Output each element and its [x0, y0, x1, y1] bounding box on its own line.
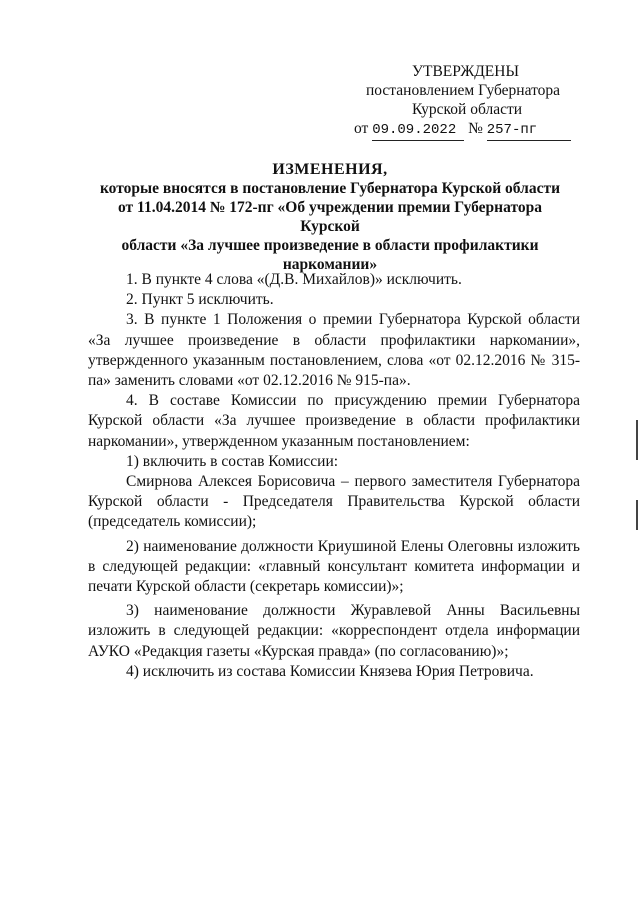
- title-line-4: наркомании»: [282, 256, 378, 273]
- title-line-3: области «За лучшее произведение в области профилактики: [121, 237, 539, 254]
- approval-number: 257-пг: [487, 121, 571, 141]
- scan-edge-mark: [636, 420, 638, 460]
- number-label: №: [468, 120, 483, 137]
- item-4-1-text: Смирнова Алексея Борисовича – первого заместителя Губернатора Курской области - Председателя Правительства Курской области (председатель комиссии);: [88, 473, 580, 531]
- title-line-2: от 11.04.2014 № 172-пг «Об учреждении премии Губернатора Курской: [118, 199, 542, 235]
- approval-heading: УТВЕРЖДЕНЫ: [412, 63, 519, 80]
- item-2: 2. Пункт 5 исключить.: [126, 291, 274, 309]
- item-1: 1. В пункте 4 слова «(Д.В. Михайлов)» исключить.: [126, 271, 462, 288]
- item-4-1: 1) включить в состав Комиссии:: [126, 452, 339, 470]
- title-heading: ИЗМЕНЕНИЯ,: [272, 161, 388, 178]
- item-4-2: 2) наименование должности Криушиной Елены Олеговны изложить в следующей редакции: «главный консультант комитета информации и печати Курской области (секретарь комиссии)»;: [88, 537, 580, 596]
- scan-edge-mark: [636, 500, 638, 530]
- approval-region: Курской области: [412, 101, 523, 118]
- item-3: 3. В пункте 1 Положения о премии Губернатора Курской области «За лучшее произведение в области профилактики наркомании», утвержденного указанным постановлением, слова «от 02.12.2016 № 315-па» заменить словами «от 02.12.2016 № 915-па».: [88, 311, 580, 390]
- item-4-3: 3) наименование должности Журавлевой Анны Васильевны изложить в следующей редакции: «корреспондент отдела информации АУКО «Редакция газеты «Курская правда» (по согласованию)»;: [88, 602, 580, 660]
- title-line-1: которые вносятся в постановление Губернатора Курской области: [99, 180, 561, 197]
- approval-date: 09.09.2022: [372, 121, 464, 141]
- approval-block: [352, 62, 592, 141]
- approval-by: постановлением Губернатора: [366, 82, 561, 99]
- item-4-4: 4) исключить из состава Комиссии Князева Юрия Петровича.: [126, 662, 534, 680]
- approval-date-number: [352, 119, 592, 141]
- document-body: [88, 270, 580, 682]
- item-4: 4. В составе Комиссии по присуждению премии Губернатора Курской области «За лучшее произведение в области профилактики наркомании», утвержденном указанным постановлением:: [88, 392, 580, 450]
- document-title: [88, 160, 572, 274]
- from-label: от: [354, 120, 369, 137]
